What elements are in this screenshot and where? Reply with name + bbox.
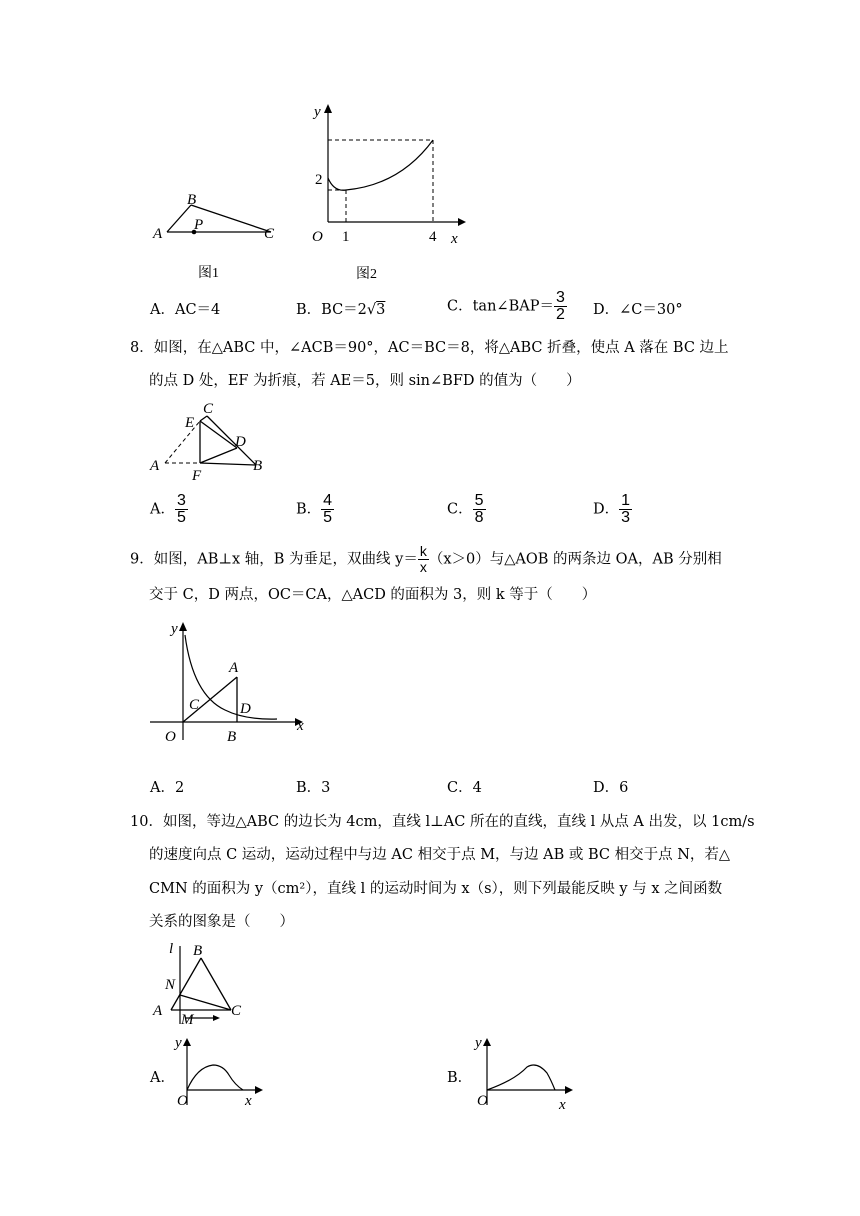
q10-a-O: O [177, 1093, 188, 1109]
q8-label-B: B [253, 458, 263, 474]
q9-label-D: D [240, 701, 251, 717]
q7-fig2-y: y [314, 104, 321, 120]
q8-option-d: D． $\frac{1}{3}$ [593, 492, 631, 526]
q7-label-B: B [187, 192, 197, 208]
q8-label-F: F [192, 468, 202, 484]
q7-figure-2 [300, 100, 470, 285]
q9-label-B: B [227, 729, 237, 745]
q10-option-b-letter: B． [447, 1070, 473, 1086]
q9-option-b: B．3 [296, 780, 331, 796]
q10-figure [145, 938, 255, 1028]
q10-a-y: y [175, 1035, 182, 1051]
q9-option-d: D．6 [593, 780, 629, 796]
q7-option-c: C．tan∠BAP＝ $\frac{3}{2}$ [447, 289, 565, 323]
q7-option-d: D．∠C＝30° [593, 302, 683, 318]
q10-b-x: x [559, 1097, 566, 1113]
q8-label-D: D [235, 434, 246, 450]
q7-fig2-O: O [312, 229, 323, 245]
q9-label-A: A [229, 660, 239, 676]
q10-a-x: x [245, 1093, 252, 1109]
q10-option-a-graph [165, 1035, 275, 1110]
q8-option-b: B． $\frac{4}{5}$ [296, 492, 333, 526]
q7-fig2-one: 1 [342, 229, 350, 245]
q8-label-A: A [150, 458, 160, 474]
q7-option-a: A．AC＝4 [150, 302, 221, 318]
q10-label-M: M [181, 1012, 194, 1028]
q10-line-2: 的速度向点 C 运动，运动过程中与边 AC 相交于点 M，与边 AB 或 BC 相交于点 N，若△ [149, 847, 731, 863]
q10-line-1: 10．如图，等边△ABC 的边长为 4cm，直线 l⊥AC 所在的直线，直线 l 从点 A 出发，以 1cm/s [130, 814, 755, 830]
q7-fig2-four: 4 [429, 229, 437, 245]
q9-label-y: y [171, 621, 178, 637]
q10-label-B: B [193, 943, 203, 959]
q9-option-c: C．4 [447, 780, 482, 796]
q9-line-2: 交于 C，D 两点，OC＝CA，△ACD 的面积为 3，则 k 等于（ ） [149, 587, 597, 603]
q10-b-y: y [475, 1035, 482, 1051]
q10-b-O: O [477, 1093, 488, 1109]
q8-line-1: 8．如图，在△ABC 中，∠ACB＝90°，AC＝BC＝8，将△ABC 折叠，使点 A 落在 BC 边上 [130, 340, 729, 356]
q10-option-b-graph [465, 1035, 585, 1113]
q7-fig1-caption: 图1 [198, 266, 219, 281]
q9-label-C: C [189, 697, 200, 713]
q8-figure [145, 400, 275, 485]
q9-line-1: 9．如图，AB⊥x 轴，B 为垂足，双曲线 y＝ $\frac{k}{x}$ （x＞0）与△AOB 的两条边 OA，AB 分别相 [130, 543, 722, 575]
q10-label-N: N [165, 977, 176, 993]
q10-label-l: l [169, 941, 174, 957]
q10-option-a-letter: A． [150, 1070, 175, 1086]
q9-label-x: x [297, 718, 304, 734]
q8-label-C: C [203, 401, 214, 417]
q9-figure [145, 615, 315, 745]
q7-option-b: B．BC＝2√3 [296, 302, 386, 318]
q7-fig2-caption: 图2 [356, 267, 377, 282]
q10-label-C: C [231, 1003, 242, 1019]
q8-line-2: 的点 D 处，EF 为折痕，若 AE＝5，则 sin∠BFD 的值为（ ） [149, 373, 581, 389]
q8-option-c: C． $\frac{5}{8}$ [447, 492, 484, 526]
q10-line-4: 关系的图象是（ ） [149, 914, 294, 930]
q9-label-O: O [165, 729, 176, 745]
q7-label-A: A [153, 226, 163, 242]
q10-line-3: CMN 的面积为 y（cm²），直线 l 的运动时间为 x（s），则下列最能反映 y 与 x 之间函数 [149, 881, 723, 897]
q10-label-A: A [153, 1003, 163, 1019]
sqrt-icon: √ [366, 302, 377, 318]
q7-fig2-two: 2 [315, 172, 323, 188]
q8-option-a: A． $\frac{3}{5}$ [150, 492, 186, 526]
q8-label-E: E [185, 415, 195, 431]
q7-fig2-x: x [451, 231, 458, 247]
q7-label-C: C [264, 226, 275, 242]
q7-figure-1 [145, 185, 285, 285]
q7-label-P: P [194, 217, 204, 233]
q9-option-a: A．2 [150, 780, 185, 796]
